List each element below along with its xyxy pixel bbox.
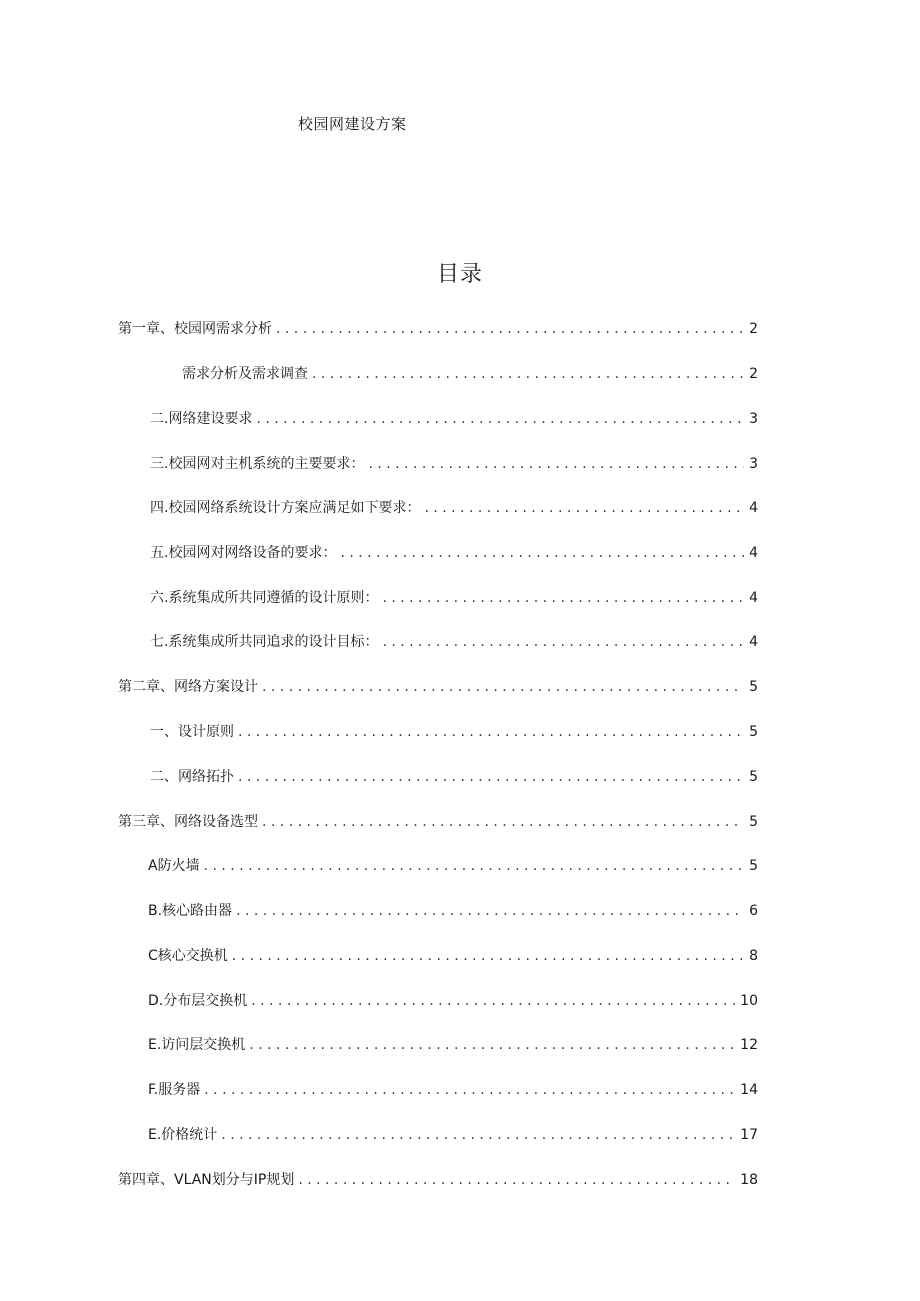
toc-leader-dots	[204, 1080, 736, 1100]
toc-entry-requirements-survey[interactable]	[182, 364, 758, 384]
toc-entry-section-2[interactable]	[150, 409, 758, 429]
toc-entry-label: F.服务器	[148, 1082, 201, 1098]
toc-leader-dots	[251, 991, 736, 1011]
toc-page-number: 14	[740, 1082, 758, 1098]
toc-entry-label: .校园网对网络设备的要求：	[164, 545, 337, 561]
toc-entry-design-principles[interactable]	[150, 722, 758, 742]
toc-leader-dots	[249, 1035, 736, 1055]
toc-entry-price-statistics[interactable]	[148, 1125, 758, 1145]
toc-leader-dots	[382, 632, 744, 652]
toc-entry-chapter-1[interactable]	[118, 319, 758, 339]
toc-entry-label: 第三章、网络设备选型	[118, 814, 258, 830]
toc-page-number: 4	[749, 590, 758, 606]
toc-leader-dots	[236, 901, 744, 921]
document-title: 校园网建设方案	[298, 115, 407, 133]
toc-page-number: 6	[749, 903, 758, 919]
toc-page-number: 5	[749, 769, 758, 785]
toc-page-number: 2	[749, 366, 758, 382]
toc-page-number: 4	[749, 634, 758, 650]
toc-entry-section-7[interactable]	[150, 632, 758, 652]
toc-heading: 目录	[436, 262, 483, 287]
toc-entry-label: .校园网对主机系统的主要要求：	[164, 456, 365, 472]
toc-leader-dots	[232, 946, 744, 966]
toc-entry-access-switch[interactable]	[148, 1035, 758, 1055]
toc-page-number: 10	[740, 993, 758, 1009]
toc-entry-label: 需求分析及需求调查	[182, 366, 308, 382]
toc-page-number: 8	[749, 948, 758, 964]
toc-entry-label: B.核心路由器	[148, 903, 233, 919]
toc-section-number: 六	[150, 590, 164, 606]
toc-leader-dots	[204, 856, 744, 876]
toc-entry-section-4[interactable]	[150, 498, 758, 518]
toc-entry-network-topology[interactable]	[150, 767, 758, 787]
toc-leader-dots	[424, 498, 744, 518]
toc-entry-chapter-3[interactable]	[118, 812, 758, 832]
toc-entry-label: 二、网络拓扑	[150, 769, 234, 785]
toc-entry-distribution-switch[interactable]	[148, 991, 758, 1011]
toc-page-number: 12	[740, 1037, 758, 1053]
toc-entry-label: E.访问层交换机	[148, 1037, 246, 1053]
toc-entry-label: .校园网络系统设计方案应满足如下要求：	[164, 500, 421, 516]
toc-entry-core-switch[interactable]	[148, 946, 758, 966]
toc-page-number: 5	[749, 679, 758, 695]
toc-entry-label: .网络建设要求	[164, 411, 253, 427]
toc-leader-dots	[368, 454, 744, 474]
toc-page-number: 3	[749, 456, 758, 472]
toc-leader-dots	[262, 812, 744, 832]
toc-leader-dots	[256, 409, 744, 429]
toc-page-number: 3	[749, 411, 758, 427]
toc-entry-chapter-2[interactable]	[118, 677, 758, 697]
toc-entry-chapter-4[interactable]	[118, 1170, 758, 1190]
toc-leader-dots	[276, 319, 744, 339]
toc-entry-label: .系统集成所共同遵循的设计原则：	[164, 590, 379, 606]
toc-section-number: 三	[150, 456, 164, 472]
toc-section-number: 二	[150, 411, 164, 427]
toc-section-number: 四	[150, 500, 164, 516]
toc-page-number: 5	[749, 814, 758, 830]
toc-leader-dots	[298, 1170, 736, 1190]
toc-entry-firewall[interactable]	[148, 856, 758, 876]
toc-page-number: 17	[740, 1127, 758, 1143]
toc-entry-label: 第一章、校园网需求分析	[118, 321, 272, 337]
toc-page-number: 4	[749, 500, 758, 516]
toc-leader-dots	[238, 722, 744, 742]
toc-leader-dots	[382, 588, 744, 608]
toc-leader-dots	[221, 1125, 736, 1145]
toc-leader-dots	[312, 364, 744, 384]
toc-page-number: 2	[749, 321, 758, 337]
toc-page-number: 5	[749, 858, 758, 874]
toc-page-number: 5	[749, 724, 758, 740]
toc-entry-section-6[interactable]	[150, 588, 758, 608]
toc-entry-label: 第四章、VLAN划分与IP规划	[118, 1172, 295, 1188]
toc-entry-server[interactable]	[148, 1080, 758, 1100]
toc-leader-dots	[262, 677, 744, 697]
toc-section-number: 七	[150, 634, 164, 650]
toc-entry-label: E.价格统计	[148, 1127, 218, 1143]
toc-leader-dots	[238, 767, 744, 787]
toc-entry-section-5[interactable]	[150, 543, 758, 563]
toc-entry-label: 一、设计原则	[150, 724, 234, 740]
toc-entry-section-3[interactable]	[150, 454, 758, 474]
toc-entry-label: 第二章、网络方案设计	[118, 679, 258, 695]
toc-entry-label: C核心交换机	[148, 948, 228, 964]
toc-entry-label: .系统集成所共同追求的设计目标：	[164, 634, 379, 650]
toc-entry-label: D.分布层交换机	[148, 993, 248, 1009]
toc-section-number: 五	[150, 545, 164, 561]
toc-entry-label: A防火墙	[148, 858, 200, 874]
toc-entry-core-router[interactable]	[148, 901, 758, 921]
toc-leader-dots	[340, 543, 744, 563]
toc-page-number: 18	[740, 1172, 758, 1188]
toc-page-number: 4	[749, 545, 758, 561]
